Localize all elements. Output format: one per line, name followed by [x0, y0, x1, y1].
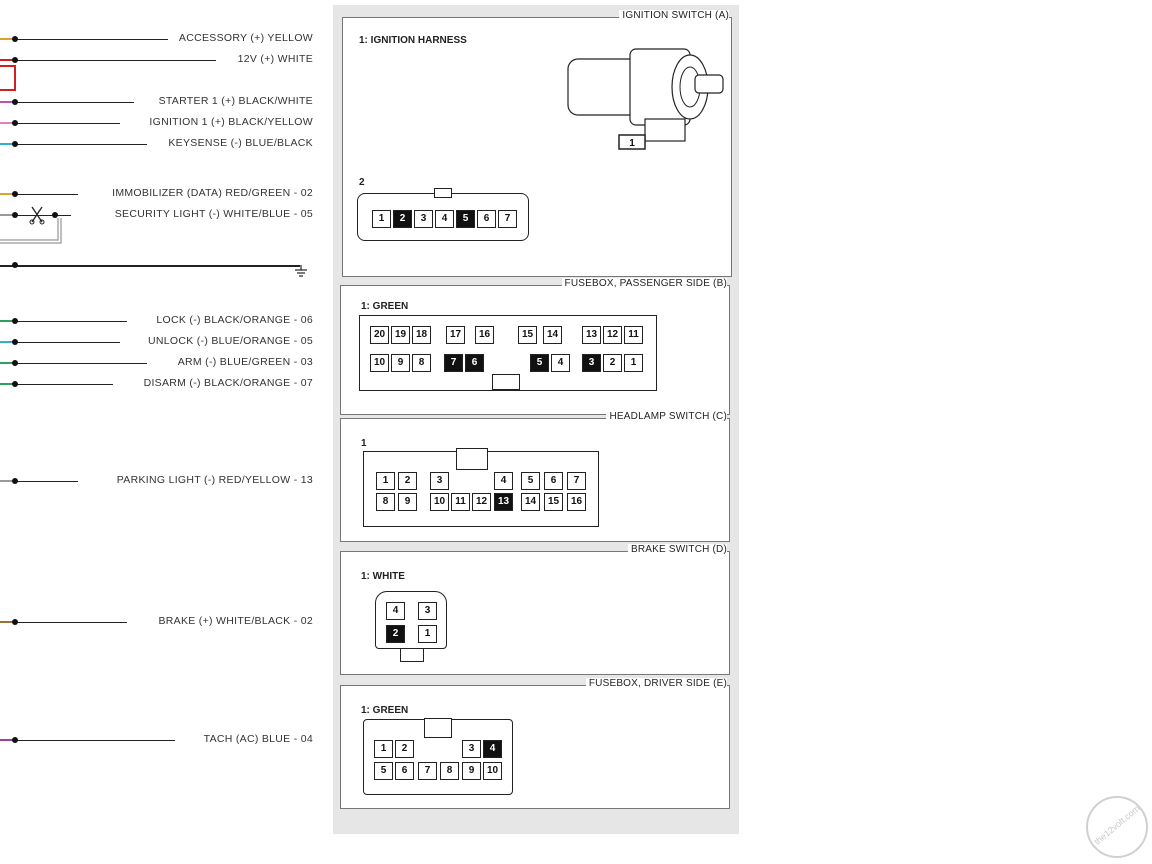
connector-pin: 3 [462, 740, 481, 758]
connector-pin: 6 [544, 472, 563, 490]
connector-pin: 14 [543, 326, 562, 344]
box-title: FUSEBOX, PASSENGER SIDE (B) [562, 278, 727, 289]
sub-label: 1: GREEN [361, 301, 409, 312]
ground-icon [294, 262, 310, 278]
sub-label: 1: IGNITION HARNESS [359, 35, 467, 46]
connector-pin: 7 [444, 354, 463, 372]
connector-pin: 2 [395, 740, 414, 758]
connector-panel [333, 5, 739, 834]
connector-pin: 15 [544, 493, 563, 511]
connector-pin: 10 [483, 762, 502, 780]
wire-label: STARTER 1 (+) BLACK/WHITE [158, 95, 313, 107]
connector-pin: 2 [603, 354, 622, 372]
headlamp-connector [363, 451, 599, 527]
brake-connector [375, 591, 447, 649]
wire-label: IGNITION 1 (+) BLACK/YELLOW [149, 116, 313, 128]
connector-pin: 10 [370, 354, 389, 372]
scissors-icon [28, 205, 50, 225]
connector-pin: 1 [624, 354, 643, 372]
sub-label: 1: WHITE [361, 571, 405, 582]
connector-pin: 18 [412, 326, 431, 344]
connector-pin: 4 [551, 354, 570, 372]
connector-pin: 3 [430, 472, 449, 490]
connector-pin: 16 [567, 493, 586, 511]
wire-label: UNLOCK (-) BLUE/ORANGE - 05 [147, 335, 313, 347]
wire-label: KEYSENSE (-) BLUE/BLACK [168, 137, 313, 149]
connector-pin: 8 [440, 762, 459, 780]
sub-label: 1: GREEN [361, 705, 409, 716]
connector-pin: 9 [462, 762, 481, 780]
wire-label: DISARM (-) BLACK/ORANGE - 07 [143, 377, 313, 389]
connector-pin: 8 [376, 493, 395, 511]
connector-pin: 6 [465, 354, 484, 372]
connector-pin: 6 [395, 762, 414, 780]
connector-pin: 9 [391, 354, 410, 372]
connector-pin: 15 [518, 326, 537, 344]
connector-pin: 20 [370, 326, 389, 344]
connector-pin: 17 [446, 326, 465, 344]
watermark-logo: the12volt.com [1086, 796, 1148, 858]
connector-pin: 5 [521, 472, 540, 490]
wire-label: ARM (-) BLUE/GREEN - 03 [177, 356, 313, 368]
connector-pin: 7 [418, 762, 437, 780]
connector-pin: 7 [567, 472, 586, 490]
wire-label: ACCESSORY (+) YELLOW [178, 32, 313, 44]
connector-pin: 1 [376, 472, 395, 490]
connector-pin: 19 [391, 326, 410, 344]
connector-pin: 12 [603, 326, 622, 344]
connector-pin: 3 [582, 354, 601, 372]
connector-pin: 2 [398, 472, 417, 490]
wire-label: TACH (AC) BLUE - 04 [203, 733, 313, 745]
connector-pin: 2 [393, 210, 412, 228]
connector-pin: 5 [530, 354, 549, 372]
connector-pin: 7 [498, 210, 517, 228]
connector-pin: 9 [398, 493, 417, 511]
wire-label: PARKING LIGHT (-) RED/YELLOW - 13 [116, 474, 313, 486]
connector-pin: 10 [430, 493, 449, 511]
connector-pin: 4 [494, 472, 513, 490]
connector-pin: 2 [386, 625, 405, 643]
connector-pin: 1 [418, 625, 437, 643]
connector-pin: 16 [475, 326, 494, 344]
fusebox-driver-connector [363, 719, 513, 795]
connector-pin: 3 [418, 602, 437, 620]
housing-pin-label: 1 [629, 138, 635, 149]
connector-pin: 11 [624, 326, 643, 344]
connector-pin: 1 [374, 740, 393, 758]
fusebox-driver-box [340, 678, 730, 809]
ignition-connector [357, 193, 529, 241]
wire-label: 12V (+) WHITE [237, 53, 313, 65]
box-title: IGNITION SWITCH (A) [619, 10, 729, 21]
box-title: BRAKE SWITCH (D) [628, 544, 727, 555]
wire-label: SECURITY LIGHT (-) WHITE/BLUE - 05 [114, 208, 313, 220]
connector-pin: 4 [483, 740, 502, 758]
fusebox-passenger-box [340, 278, 730, 415]
wire-label: LOCK (-) BLACK/ORANGE - 06 [156, 314, 313, 326]
fusebox-passenger-connector [359, 315, 657, 391]
ignition-switch-box [342, 10, 732, 277]
ignition-switch-drawing [565, 41, 730, 151]
connector-pin: 13 [582, 326, 601, 344]
connector-pin: 3 [414, 210, 433, 228]
connector-pin: 5 [456, 210, 475, 228]
sub-label-2: 2 [359, 177, 365, 188]
sub-label: 1 [361, 438, 367, 449]
connector-pin: 6 [477, 210, 496, 228]
headlamp-switch-box [340, 411, 730, 542]
connector-pin: 1 [372, 210, 391, 228]
connector-pin: 12 [472, 493, 491, 511]
connector-pin: 13 [494, 493, 513, 511]
wire-label: BRAKE (+) WHITE/BLACK - 02 [158, 615, 313, 627]
connector-pin: 4 [386, 602, 405, 620]
wire-label: IMMOBILIZER (DATA) RED/GREEN - 02 [112, 187, 313, 199]
connector-pin: 8 [412, 354, 431, 372]
connector-pin: 11 [451, 493, 470, 511]
connector-pin: 14 [521, 493, 540, 511]
connector-pin: 5 [374, 762, 393, 780]
box-title: FUSEBOX, DRIVER SIDE (E) [586, 678, 727, 689]
relay-outline [0, 64, 20, 94]
brake-switch-box [340, 544, 730, 675]
box-title: HEADLAMP SWITCH (C) [606, 411, 727, 422]
connector-pin: 4 [435, 210, 454, 228]
